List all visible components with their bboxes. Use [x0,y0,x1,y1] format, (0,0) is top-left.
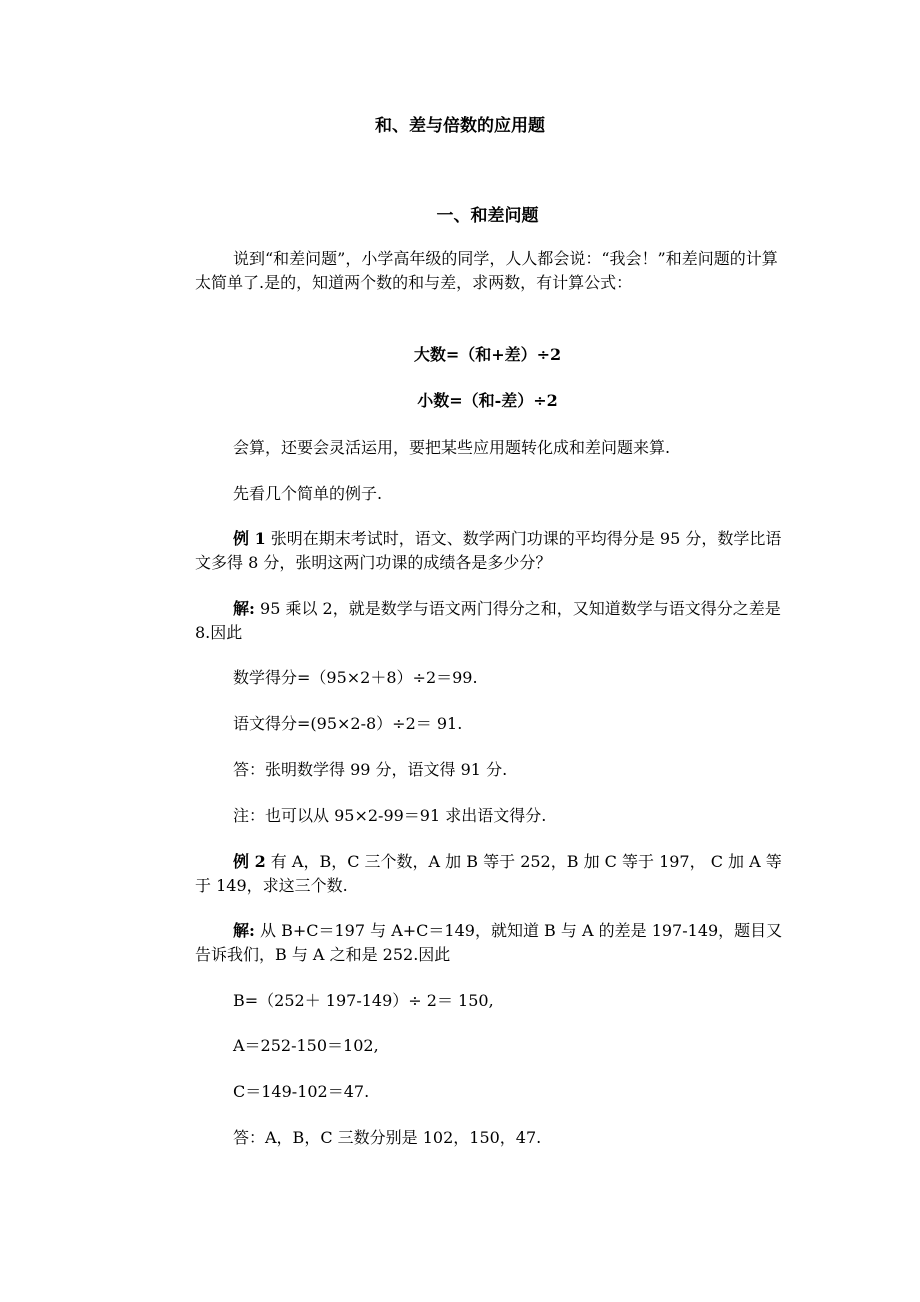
example-1-step-2: 语文得分=(95×2-8）÷2＝ 91. [233,714,463,733]
document-title: 和、差与倍数的应用题 [375,116,545,136]
formula-big-number: 大数=（和+差）÷2 [413,345,562,364]
example-1-solution-label: 解: [233,599,255,618]
intro-paragraph: 说到“和差问题”，小学高年级的同学，人人都会说：“我会！”和差问题的计算太简单了.是的，知道两个数的和与差，求两数，有计算公式： [195,249,778,292]
example-2-solution [195,919,785,967]
example-2-text: 有 A，B，C 三个数，A 加 B 等于 252，B 加 C 等于 197， C 加 A 等于 149，求这三个数. [195,852,782,895]
example-2-solution-text: 从 B+C＝197 与 A+C＝149，就知道 B 与 A 的差是 197-149，题目又告诉我们，B 与 A 之和是 252.因此 [195,921,783,964]
example-2-label: 例 2 [233,852,266,871]
example-1-solution-text: 95 乘以 2，就是数学与语文两门得分之和，又知道数学与语文得分之差是 8.因此 [195,599,781,642]
example-1-step-1: 数学得分=（95×2＋8）÷2＝99. [233,668,478,687]
formula-small-number: 小数=（和-差）÷2 [417,391,558,410]
example-2-question [195,850,785,898]
apply-note-paragraph: 会算，还要会灵活运用，要把某些应用题转化成和差问题来算. [233,438,671,457]
example-1-answer: 答：张明数学得 99 分，语文得 91 分. [233,760,508,779]
example-2-step-2: A＝252-150＝102, [233,1036,379,1055]
example-1-label: 例 1 [233,529,266,548]
example-2-step-3: C＝149-102＝47. [233,1082,370,1101]
example-2-step-1: B=（252＋ 197-149）÷ 2＝ 150, [233,991,494,1010]
example-2-answer: 答：A，B，C 三数分别是 102，150，47. [233,1128,542,1147]
example-1-solution [195,597,785,645]
example-1-note: 注：也可以从 95×2-99＝91 求出语文得分. [233,806,547,825]
example-1-question [195,527,785,575]
section-heading: 一、和差问题 [436,206,539,226]
example-2-solution-label: 解: [233,921,255,940]
example-1-text: 张明在期末考试时，语文、数学两门功课的平均得分是 95 分，数学比语文多得 8 分，张明这两门功课的成绩各是多少分？ [195,529,782,572]
lead-in-paragraph: 先看几个简单的例子. [233,484,383,503]
